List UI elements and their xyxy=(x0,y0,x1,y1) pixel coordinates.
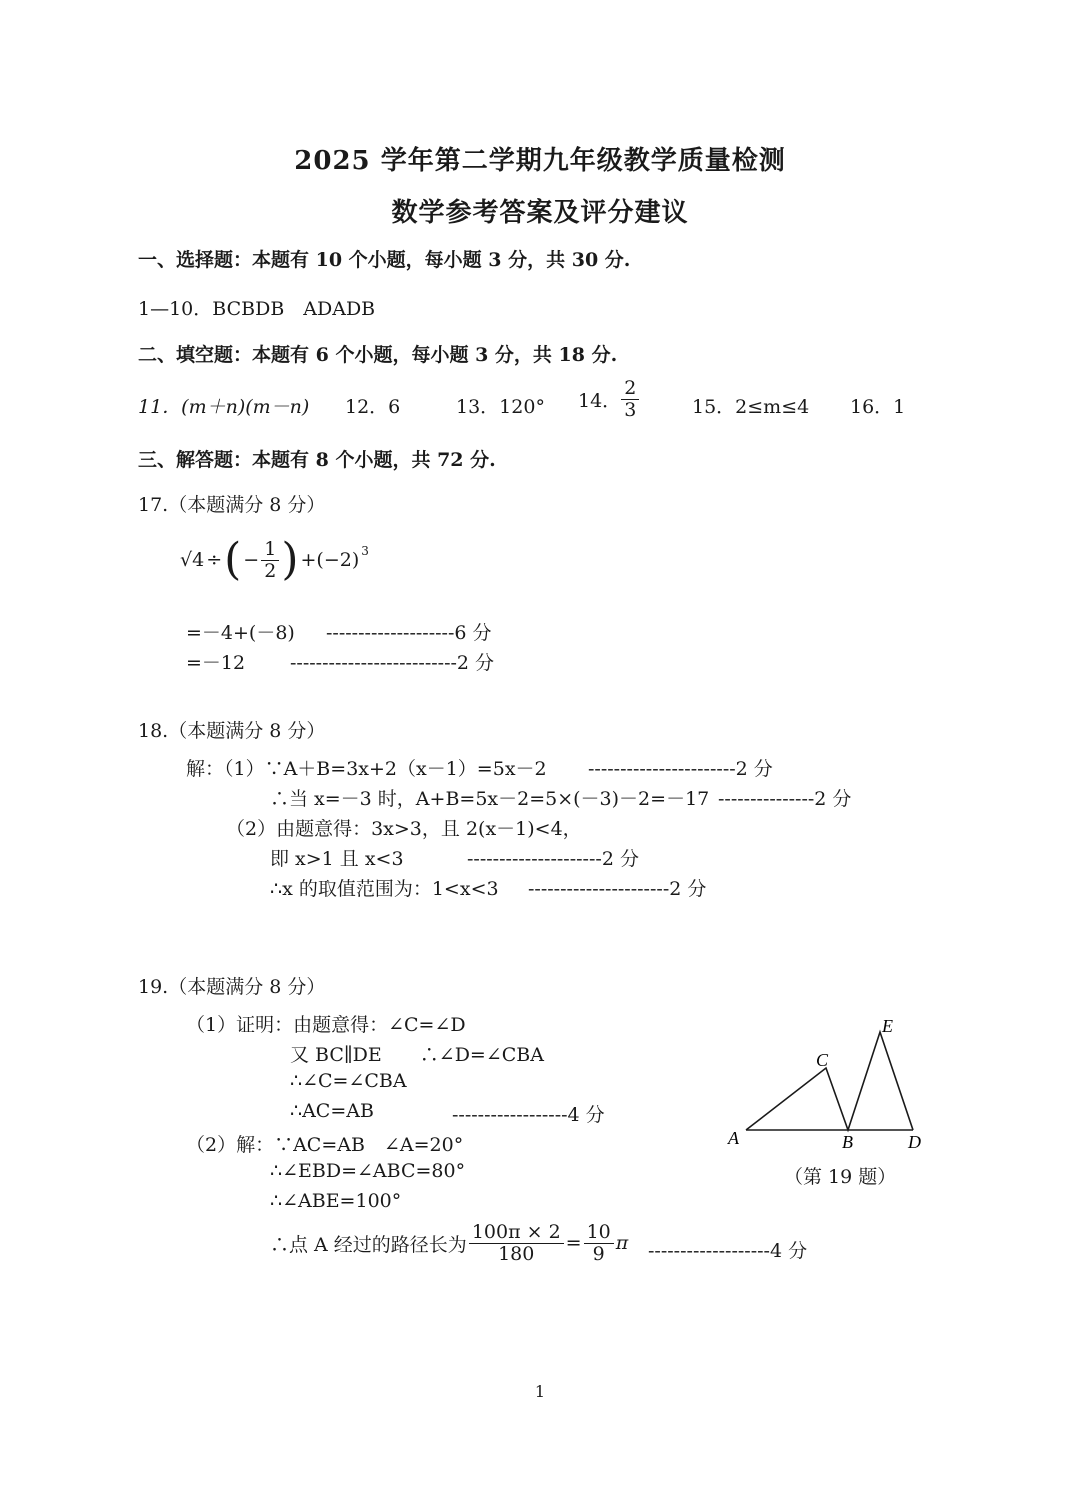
divide-sign: ÷ xyxy=(206,549,223,571)
q19-geometry-figure xyxy=(720,1010,940,1170)
label-D: D xyxy=(908,1132,921,1152)
q19-line7: ∴∠ABE=100° xyxy=(270,1190,402,1212)
label-A: A xyxy=(728,1128,739,1148)
document-subtitle: 数学参考答案及评分建议 xyxy=(391,198,689,228)
equals-sign: = xyxy=(565,1232,582,1255)
label-E: E xyxy=(882,1016,893,1036)
section3-heading: 三、解答题：本题有 8 个小题，共 72 分. xyxy=(138,449,496,471)
q18-line2: ∴当 x=－3 时，A+B=5x－2=5×(－3)－2=－17 xyxy=(270,788,710,810)
q19-line4-score: ------------------4 分 xyxy=(452,1104,605,1126)
q18-line1-score: -----------------------2 分 xyxy=(588,758,773,780)
half-fraction xyxy=(261,539,279,582)
exponent: 3 xyxy=(361,544,369,558)
minus-sign: − xyxy=(243,549,260,571)
fraction-denominator: 180 xyxy=(498,1242,535,1265)
section2-heading: 二、填空题：本题有 6 个小题，每小题 3 分，共 18 分. xyxy=(138,344,618,366)
path-length-text: ∴点 A 经过的路径长为 xyxy=(270,1233,467,1256)
q19-line5: （2）解：∵AC=AB ∠A=20° xyxy=(186,1134,464,1156)
answer-12: 12．6 xyxy=(345,396,401,418)
document-title: 2025 学年第二学期九年级教学质量检测 xyxy=(294,146,786,176)
section1-heading: 一、选择题：本题有 10 个小题，每小题 3 分，共 30 分. xyxy=(138,249,631,271)
answer-14-label: 14． xyxy=(578,389,622,412)
fraction-denominator: 9 xyxy=(592,1242,605,1265)
q17-header: 17.（本题满分 8 分） xyxy=(138,494,326,516)
q18-line4-score: ---------------------2 分 xyxy=(467,848,639,870)
q19-line1: （1）证明：由题意得：∠C=∠D xyxy=(186,1014,466,1036)
q18-line5: ∴x 的取值范围为：1<x<3 xyxy=(270,878,499,900)
q17-step1-score: --------------------6 分 xyxy=(326,622,492,644)
q18-line1: 解：（1）∵A＋B=3x+2（x－1）=5x－2 xyxy=(186,758,547,780)
answer-14-fraction xyxy=(621,378,639,421)
figure-caption: （第 19 题） xyxy=(784,1166,897,1188)
fraction-denominator: 3 xyxy=(624,398,637,421)
label-C: C xyxy=(816,1050,829,1070)
right-paren: ) xyxy=(281,534,299,585)
result-fraction xyxy=(584,1222,614,1265)
q17-step1: =－4+(－8) xyxy=(186,622,295,644)
page-number: 1 xyxy=(534,1382,546,1401)
q17-step2-score: --------------------------2 分 xyxy=(290,652,495,674)
q18-line4: 即 x>1 且 x<3 xyxy=(270,848,404,870)
sqrt-term: √4 xyxy=(180,549,205,571)
pi-symbol: π xyxy=(615,1232,629,1255)
left-paren: ( xyxy=(224,534,242,585)
q18-line3: （2）由题意得：3x>3，且 2(x－1)<4， xyxy=(226,818,582,840)
section1-answers: 1—10．BCBDB ADADB xyxy=(138,298,376,320)
q17-expression xyxy=(180,534,369,585)
q19-line3: ∴∠C=∠CBA xyxy=(290,1070,407,1092)
answer-14 xyxy=(578,378,639,421)
figure-triangle-lines xyxy=(746,1032,913,1130)
answer-16: 16．1 xyxy=(850,396,906,418)
answer-15: 15．2≤m≤4 xyxy=(692,396,810,418)
q18-line5-score: ----------------------2 分 xyxy=(528,878,707,900)
fraction-numerator: 1 xyxy=(261,539,279,561)
fraction-numerator: 100π × 2 xyxy=(469,1222,564,1244)
fraction-denominator: 2 xyxy=(264,559,277,582)
label-B: B xyxy=(842,1132,853,1152)
power-term: +(−2) xyxy=(300,549,360,571)
q19-line2: 又 BC∥DE ∴∠D=∠CBA xyxy=(290,1044,544,1066)
q19-header: 19.（本题满分 8 分） xyxy=(138,976,326,998)
fraction-numerator: 10 xyxy=(584,1222,614,1244)
q19-line8 xyxy=(270,1222,628,1265)
arc-fraction xyxy=(469,1222,564,1265)
q18-header: 18.（本题满分 8 分） xyxy=(138,720,326,742)
q17-step2: =－12 xyxy=(186,652,246,674)
q19-line4: ∴AC=AB xyxy=(290,1100,374,1122)
fraction-numerator: 2 xyxy=(621,378,639,400)
q19-line6: ∴∠EBD=∠ABC=80° xyxy=(270,1160,466,1182)
q18-line2-score: ---------------2 分 xyxy=(718,788,852,810)
answer-11: 11．(m＋n)(m－n) xyxy=(138,396,310,418)
q19-line8-score: -------------------4 分 xyxy=(648,1240,808,1262)
answer-13: 13．120° xyxy=(456,396,545,418)
